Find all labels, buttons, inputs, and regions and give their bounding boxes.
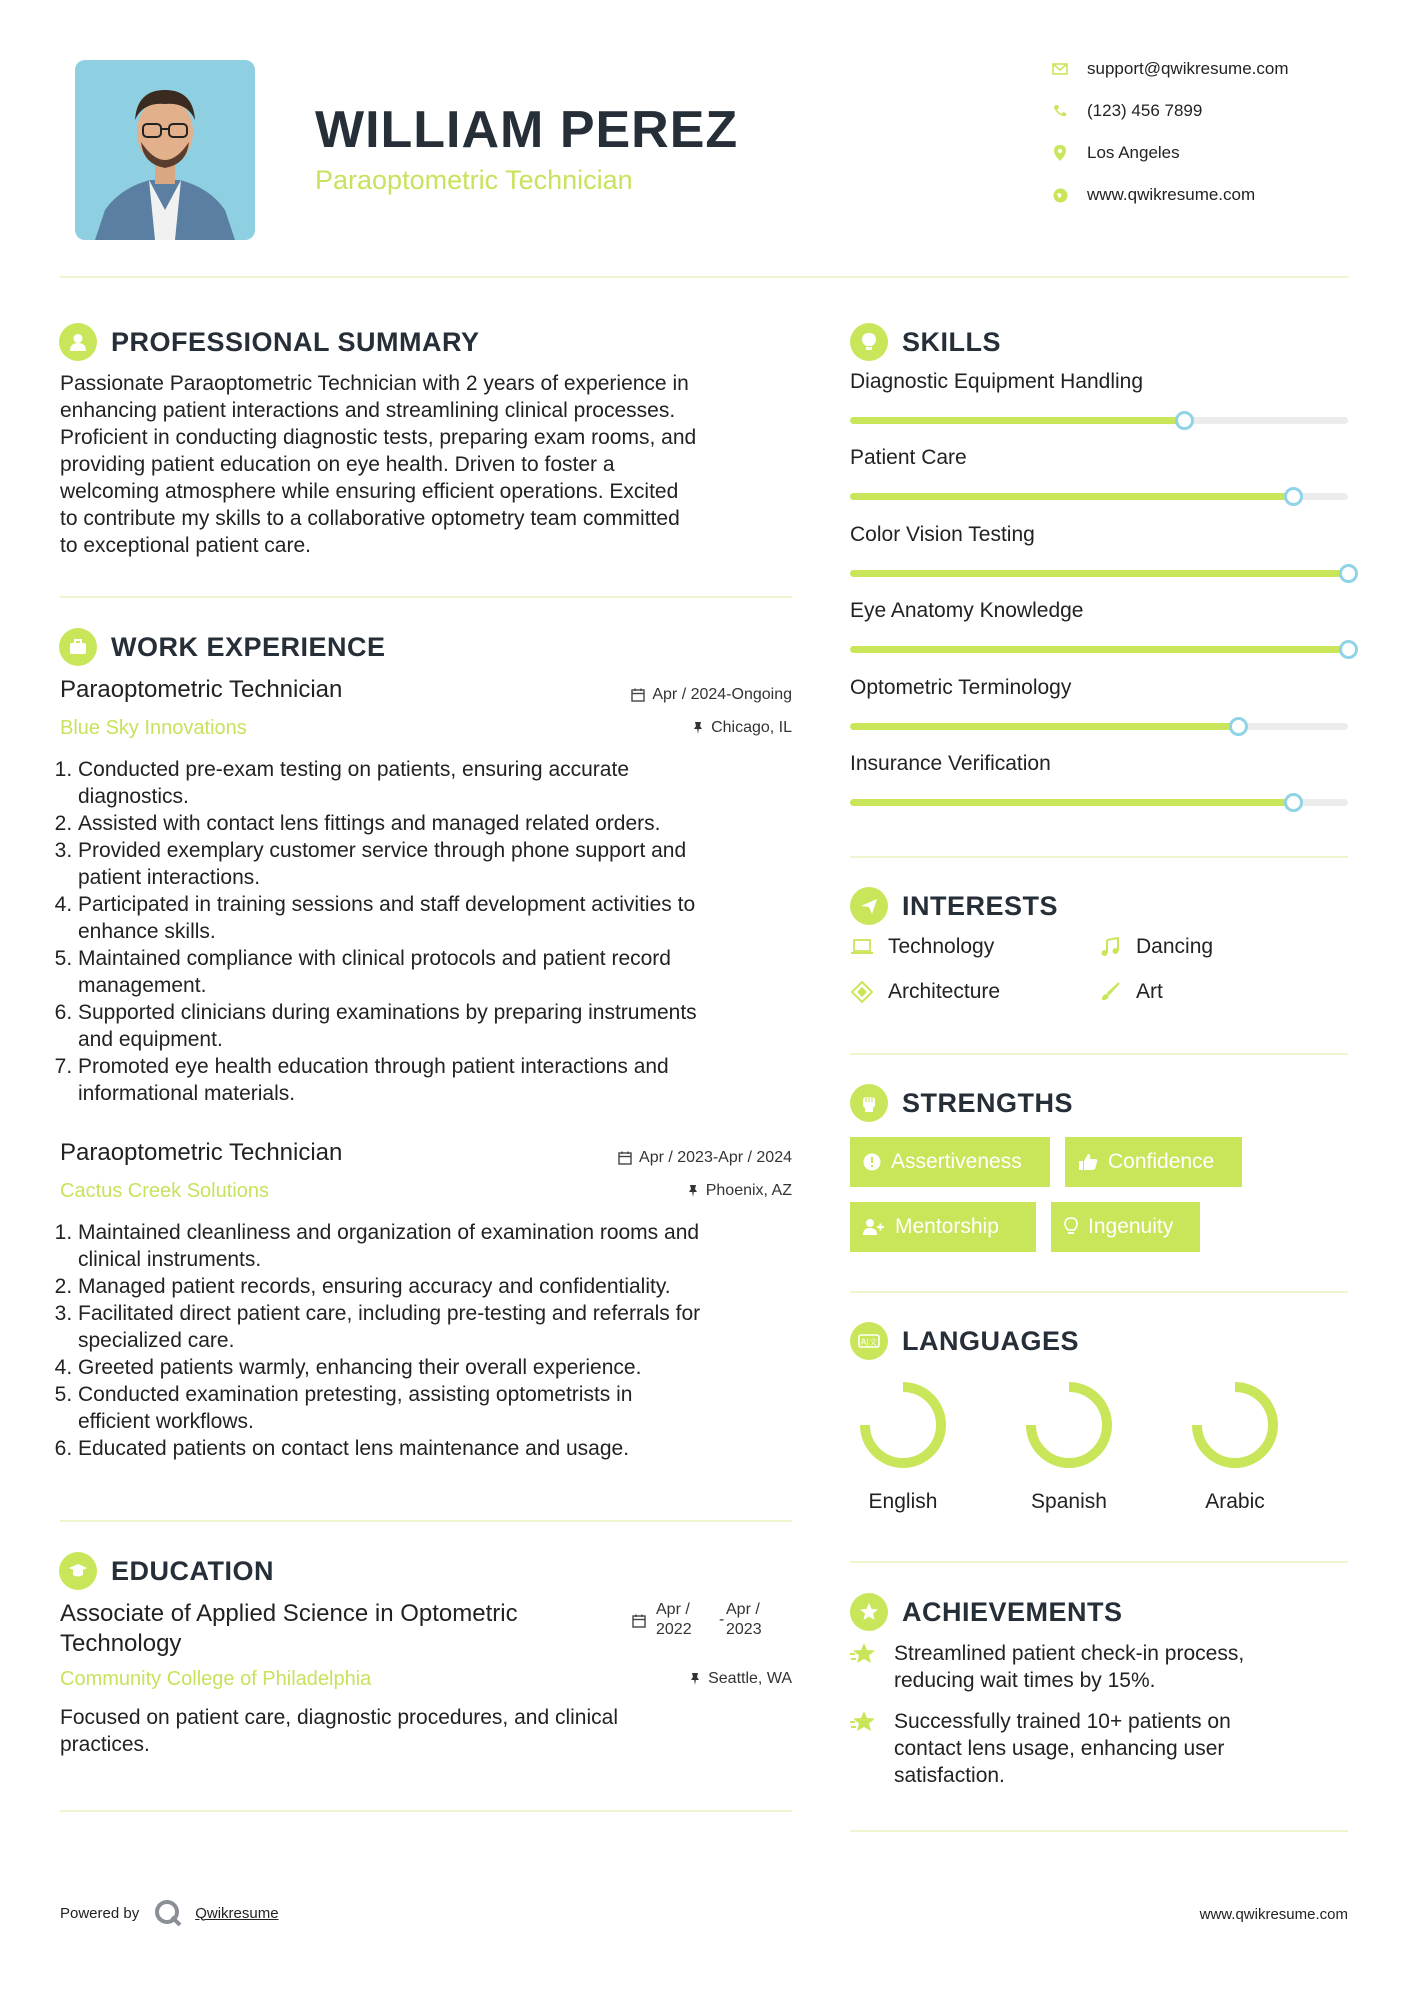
skills-divider (850, 856, 1348, 858)
job-1-title: Paraoptometric Technician (60, 676, 343, 703)
skill-bar-fill (850, 646, 1348, 653)
fist-icon (850, 1084, 888, 1122)
phone-icon (1050, 101, 1070, 121)
contact-website[interactable] (1050, 182, 1350, 208)
interest-technology (850, 935, 994, 959)
ruler-pencil-icon (850, 980, 874, 1004)
skill-level-knob (1339, 564, 1358, 583)
achievement-item: Streamlined patient check-in process, reducing wait times by 15%. (850, 1640, 1244, 1694)
list-item: 2. Managed patient records, ensuring accuracy and confidentiality. (78, 1273, 800, 1300)
summary-line: Passionate Paraoptometric Technician with 2 years of experience in (60, 372, 689, 395)
job-1-date (520, 686, 792, 704)
languages-divider (850, 1561, 1348, 1563)
language-icon (850, 1322, 888, 1360)
education-location (520, 1670, 792, 1688)
powered-by-text: Powered by (60, 1904, 140, 1922)
skill-level-knob (1284, 487, 1303, 506)
contact-phone[interactable] (1050, 98, 1350, 124)
skill-bar-track (850, 417, 1348, 424)
strength-chip (1051, 1202, 1200, 1252)
skill-label: Insurance Verification (850, 752, 1051, 775)
skill-bar-track (850, 799, 1348, 806)
skill-level-knob (1339, 640, 1358, 659)
list-item: 1. Conducted pre-exam testing on patients, ensuring accurate diagnostics. (78, 756, 800, 810)
list-item: 7. Promoted eye health education through patient interactions and informational materials. (78, 1053, 800, 1107)
svg-text:A|文: A|文 (860, 1337, 878, 1347)
interest-label: Art (1136, 980, 1163, 1003)
education-start: Apr / 2022 (656, 1601, 692, 1638)
strengths-heading (850, 1083, 1073, 1123)
skill-bar-fill (850, 723, 1238, 730)
contact-email-text: support@qwikresume.com (1087, 59, 1289, 78)
email-icon (1050, 59, 1070, 79)
pin-icon (689, 1672, 701, 1686)
skills-heading (850, 322, 1001, 362)
education-location-text: Seattle, WA (708, 1670, 792, 1687)
skill-bar-track (850, 646, 1348, 653)
education-degree (60, 1599, 518, 1659)
education-heading (59, 1551, 274, 1591)
strength-chip (1065, 1137, 1242, 1187)
skill-level-knob (1175, 411, 1194, 430)
candidate-name: WILLIAM PEREZ (315, 101, 739, 159)
skills-title: SKILLS (902, 326, 1002, 357)
thumbs-up-icon (1078, 1153, 1098, 1171)
language-gauge (1180, 1370, 1290, 1485)
user-icon (59, 323, 97, 361)
strength-label: Ingenuity (1088, 1215, 1174, 1238)
interest-architecture (850, 980, 1000, 1004)
languages-heading (850, 1321, 1079, 1361)
job-1-location (520, 719, 792, 737)
experience-heading (59, 627, 386, 667)
star-icon (850, 1708, 880, 1789)
degree-line: Associate of Applied Science in Optometric (60, 1600, 518, 1627)
date-separator: - (719, 1611, 725, 1628)
interests-title: INTERESTS (902, 890, 1059, 921)
pin-icon (687, 1184, 699, 1198)
add-user-icon (863, 1218, 885, 1236)
qwikresume-logo-icon (153, 1898, 183, 1928)
interest-art (1098, 980, 1163, 1004)
language-level-arc (865, 1387, 941, 1463)
summary-line: providing patient education on eye health. Driven to foster a (60, 453, 615, 476)
job-2-location-text: Phoenix, AZ (705, 1182, 792, 1199)
interest-label: Dancing (1136, 935, 1214, 958)
strength-label: Assertiveness (891, 1150, 1022, 1173)
job-1-duties (60, 756, 800, 1107)
job-2-company: Cactus Creek Solutions (60, 1180, 269, 1202)
job-1-location-text: Chicago, IL (711, 719, 792, 736)
list-item: 4. Participated in training sessions and staff development activities to enhance skills. (78, 891, 800, 945)
footer-powered-by (60, 1898, 279, 1928)
qwikresume-link[interactable]: Qwikresume (195, 1904, 279, 1922)
list-item: 2. Assisted with contact lens fittings and managed related orders. (78, 810, 800, 837)
summary-divider (60, 596, 792, 598)
skill-level-knob (1229, 717, 1248, 736)
summary-line: Proficient in conducting diagnostic tests, preparing exam rooms, and (60, 426, 697, 449)
interest-dancing (1098, 935, 1213, 959)
experience-divider (60, 1520, 792, 1522)
map-pin-icon (1050, 143, 1070, 163)
job-1-company: Blue Sky Innovations (60, 717, 247, 739)
candidate-title: Paraoptometric Technician (315, 165, 633, 195)
interests-heading (850, 886, 1058, 926)
skill-bar-fill (850, 417, 1184, 424)
star-icon (850, 1640, 880, 1694)
education-dates (630, 1600, 800, 1644)
language-label: Spanish (1031, 1490, 1107, 1513)
interest-label: Technology (888, 935, 995, 958)
list-item: 6. Educated patients on contact lens maintenance and usage. (78, 1435, 800, 1462)
interest-label: Architecture (888, 980, 1001, 1003)
skill-level-knob (1284, 793, 1303, 812)
degree-line: Technology (60, 1630, 182, 1657)
achievements-divider (850, 1830, 1348, 1832)
job-2-location (520, 1182, 792, 1200)
contact-website-text: www.qwikresume.com (1087, 185, 1256, 204)
list-item: 1. Maintained cleanliness and organization of examination rooms and clinical instruments. (78, 1219, 800, 1273)
calendar-icon (632, 1614, 646, 1628)
footer-website[interactable]: www.qwikresume.com (1199, 1906, 1348, 1923)
lightbulb-outline-icon (1064, 1217, 1078, 1237)
summary-line: to contribute my skills to a collaborative optometry team committed (60, 507, 680, 530)
skill-label: Color Vision Testing (850, 522, 1035, 546)
strengths-title: STRENGTHS (902, 1087, 1074, 1118)
globe-icon (1050, 185, 1070, 205)
experience-title: WORK EXPERIENCE (111, 631, 386, 662)
language-gauge (848, 1370, 958, 1485)
list-item: 5. Maintained compliance with clinical protocols and patient record management. (78, 945, 800, 999)
contact-phone-text: (123) 456 7899 (1087, 101, 1203, 120)
summary-title: PROFESSIONAL SUMMARY (111, 326, 480, 357)
strengths-divider (850, 1291, 1348, 1293)
achievements-title: ACHIEVEMENTS (902, 1596, 1123, 1627)
paintbrush-icon (1098, 980, 1122, 1004)
star-badge-icon (850, 1593, 888, 1631)
job-2-date-text: Apr / 2023-Apr / 2024 (639, 1149, 792, 1166)
contact-email[interactable] (1050, 56, 1350, 82)
list-item: 3. Provided exemplary customer service through phone support and patient interactions. (78, 837, 800, 891)
summary-heading (59, 322, 480, 362)
language-level-arc (1197, 1387, 1273, 1463)
languages-title: LANGUAGES (902, 1325, 1080, 1356)
interests-divider (850, 1053, 1348, 1055)
header-divider (60, 276, 1349, 278)
summary-line: enhancing patient interactions and streamlining clinical processes. (60, 399, 676, 422)
lightbulb-icon (850, 323, 888, 361)
profile-photo (75, 60, 255, 240)
job-2-date (520, 1149, 792, 1167)
summary-line: to exceptional patient care. (60, 534, 311, 557)
list-item: 4. Greeted patients warmly, enhancing their overall experience. (78, 1354, 800, 1381)
strength-chip (850, 1137, 1050, 1187)
briefcase-icon (59, 628, 97, 666)
list-item: 3. Facilitated direct patient care, including pre-testing and referrals for specialized care. (78, 1300, 800, 1354)
calendar-icon (618, 1151, 632, 1165)
skill-label: Optometric Terminology (850, 675, 1072, 699)
skill-label: Diagnostic Equipment Handling (850, 370, 1144, 393)
skill-bar-fill (850, 570, 1348, 577)
skill-bar-track (850, 493, 1348, 500)
job-1-date-text: Apr / 2024-Ongoing (652, 686, 792, 703)
list-item: 6. Supported clinicians during examinations by preparing instruments and equipment. (78, 999, 800, 1053)
job-2-duties (60, 1219, 800, 1462)
education-end: Apr / 2023 (726, 1601, 762, 1638)
job-2-title: Paraoptometric Technician (60, 1139, 343, 1166)
contact-location (1050, 140, 1350, 166)
summary-text (60, 370, 800, 559)
laptop-icon (850, 935, 874, 959)
summary-line: welcoming atmosphere while ensuring efficient operations. Excited (60, 480, 679, 503)
achievements-heading (850, 1592, 1123, 1632)
skill-label: Patient Care (850, 446, 967, 470)
language-gauge (1014, 1370, 1124, 1485)
exclamation-circle-icon (863, 1153, 881, 1171)
language-label: English (868, 1490, 938, 1513)
education-description: Focused on patient care, diagnostic procedures, and clinical practices. (60, 1706, 618, 1756)
calendar-icon (631, 688, 645, 702)
contact-location-text: Los Angeles (1087, 143, 1180, 162)
achievement-item: Successfully trained 10+ patients on contact lens usage, enhancing user satisfaction. (850, 1708, 1231, 1789)
pin-icon (692, 721, 704, 735)
strength-label: Mentorship (895, 1215, 999, 1238)
list-item: 5. Conducted examination pretesting, assisting optometrists in efficient workflows. (78, 1381, 800, 1435)
skill-bar-track (850, 723, 1348, 730)
graduation-cap-icon (59, 1552, 97, 1590)
education-school: Community College of Philadelphia (60, 1668, 372, 1690)
skill-bar-fill (850, 799, 1293, 806)
strength-chip (850, 1202, 1036, 1252)
paper-plane-icon (850, 887, 888, 925)
skill-bar-fill (850, 493, 1293, 500)
language-level-arc (1031, 1387, 1107, 1463)
skill-label: Eye Anatomy Knowledge (850, 599, 1084, 623)
skill-bar-track (850, 570, 1348, 577)
music-note-icon (1098, 935, 1122, 959)
language-label: Arabic (1205, 1490, 1265, 1513)
education-divider (60, 1810, 792, 1812)
education-title: EDUCATION (111, 1555, 274, 1586)
strength-label: Confidence (1108, 1150, 1215, 1173)
